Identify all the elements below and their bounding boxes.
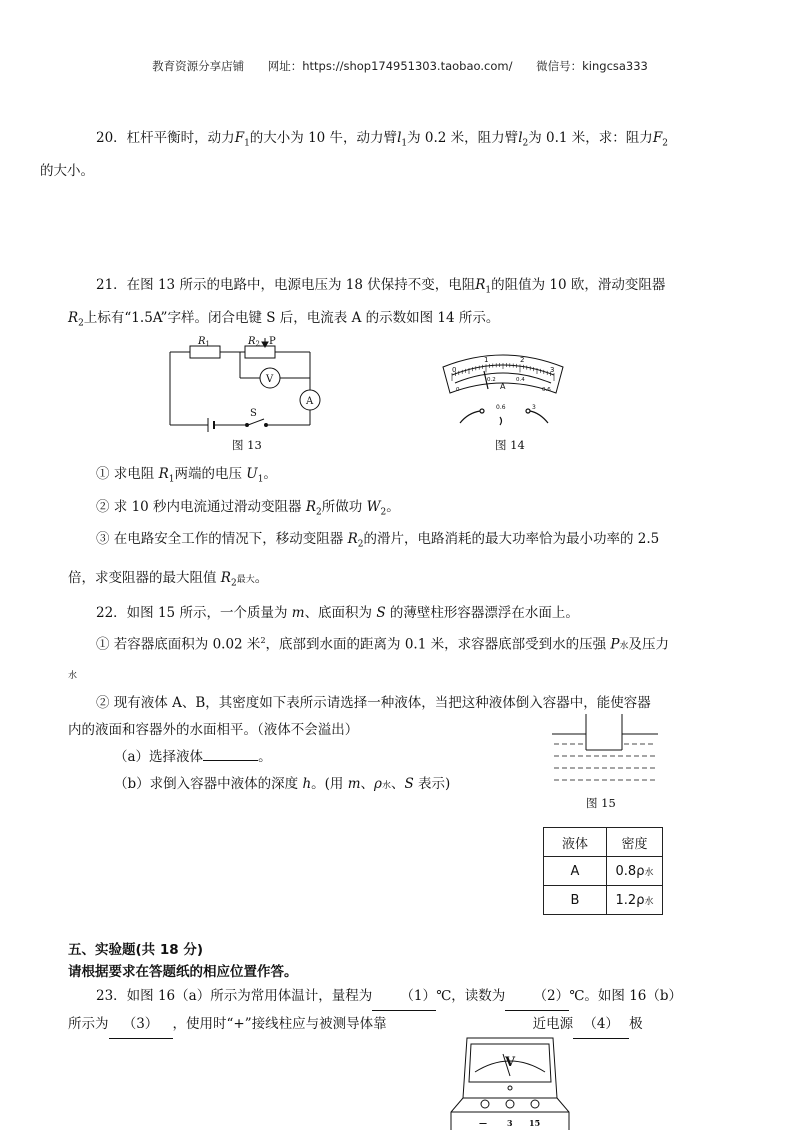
table-row: A 0.8ρ水 <box>544 857 663 886</box>
question-21-parts: ① 求电阻 $R_1$两端的电压 $U_1$。 ② 求 10 秒内电流通过滑动变阻器 $R_2$所做功 $W_2$。 ③ 在电路安全工作的情况下，移动变阻器 $R_2$的滑片，电路消耗的最大功率恰为最小功率的 2.5 倍，求变阻器的最大阻值 $R_2$最大。 <box>68 466 660 589</box>
figure-15-caption: 图 15 <box>586 796 616 810</box>
page-header <box>0 58 800 74</box>
voltmeter-term-neg: — <box>479 1118 487 1128</box>
container-figure <box>550 712 660 794</box>
answer-blank-4[interactable]: （4） <box>573 1011 629 1039</box>
table-header-density: 密度 <box>607 828 663 857</box>
table-header-row <box>544 828 663 857</box>
voltmeter-term-3: 3 <box>507 1118 513 1128</box>
label-r1: $R_1$ <box>198 336 210 348</box>
answer-blank-liquid[interactable] <box>203 760 258 761</box>
label-s: S <box>250 408 257 419</box>
header-shop: 教育资源分享店铺 <box>152 59 245 73</box>
header-url: 网址：https://shop174951303.taobao.com/ <box>267 59 513 73</box>
terminal-06: 0.6 <box>496 404 506 411</box>
dial-bottom-0: 0 <box>456 387 460 393</box>
dial-bottom-2: 0.4 <box>516 377 525 383</box>
dial-top-2: 2 <box>520 356 525 364</box>
voltmeter-label: V <box>505 1055 516 1070</box>
label-v: V <box>266 374 274 385</box>
header-wechat: 微信号：kingcsa333 <box>536 59 648 73</box>
answer-blank-2[interactable]: （2） <box>505 983 569 1011</box>
figure-13-caption: 图 13 <box>232 438 262 452</box>
table-header-liquid: 液体 <box>544 828 607 857</box>
rheostat-r2 <box>245 346 275 358</box>
table-row: B 1.2ρ水 <box>544 886 663 915</box>
dial-top-3: 3 <box>550 366 555 374</box>
answer-blank-1[interactable]: （1） <box>372 983 436 1011</box>
section-instruction: 请根据要求在答题纸的相应位置作答。 <box>68 964 298 980</box>
question-22: 22．如图 15 所示，一个质量为 m、底面积为 S 的薄壁柱形容器漂浮在水面上。 ① 若容器底面积为 0.02 米$^2$，底部到水面的距离为 0.1 米，求容器底部受到水的压强 P水及压力 水 ② 现有液体 A、B，其密度如下表所示请选择一种液体，当把这种液体倒入容器中，能使容器 内的液面和容器外的水面相平。（液体不会溢出） （a）选择液体 。 （b）求倒入容器中液体的深度 h。(用 m、ρ水、S 表示) <box>68 605 669 792</box>
question-23: 23．如图 16（a）所示为常用体温计，量程为 （1）℃，读数为 （2）℃。如图 16（b） 所示为 （3） ，使用时“+”接线柱应与被测导体靠 近电源 （4） 极 <box>68 983 730 1039</box>
label-a: A <box>306 396 314 407</box>
ammeter-dial <box>438 345 568 435</box>
label-p: P <box>269 336 276 347</box>
figure-14-caption: 图 14 <box>495 438 525 452</box>
question-20: 20．杠杆平衡时，动力$F_1$的大小为 10 牛，动力臂$l_1$为 0.2 米，阻力臂$l_2$为 0.1 米，求：阻力$F_2$ 的大小。 <box>40 130 668 179</box>
dial-top-1: 1 <box>484 356 489 364</box>
label-r2: $R_2$ <box>248 336 260 348</box>
terminal-3: 3 <box>532 404 536 411</box>
voltmeter-figure <box>445 1030 575 1130</box>
section-title: 五、实验题(共 18 分) <box>68 942 204 958</box>
dial-unit: A <box>500 382 506 391</box>
question-21: 21．在图 13 所示的电路中，电源电压为 18 伏保持不变，电阻$R_1$的阻值为 10 欧，滑动变阻器 $R_2$上标有“1.5A”字样。闭合电键 S 后，电流表 A 的示数如图 14 所示。 <box>68 277 666 329</box>
answer-blank-3[interactable]: （3） <box>109 1011 173 1039</box>
dial-bottom-3: 0.6 <box>542 387 551 393</box>
circuit-diagram <box>160 330 330 440</box>
voltmeter-term-15: 15 <box>529 1118 541 1128</box>
density-table <box>543 827 663 915</box>
dial-top-0: 0 <box>452 366 457 374</box>
dial-bottom-1: 0.2 <box>487 377 496 383</box>
